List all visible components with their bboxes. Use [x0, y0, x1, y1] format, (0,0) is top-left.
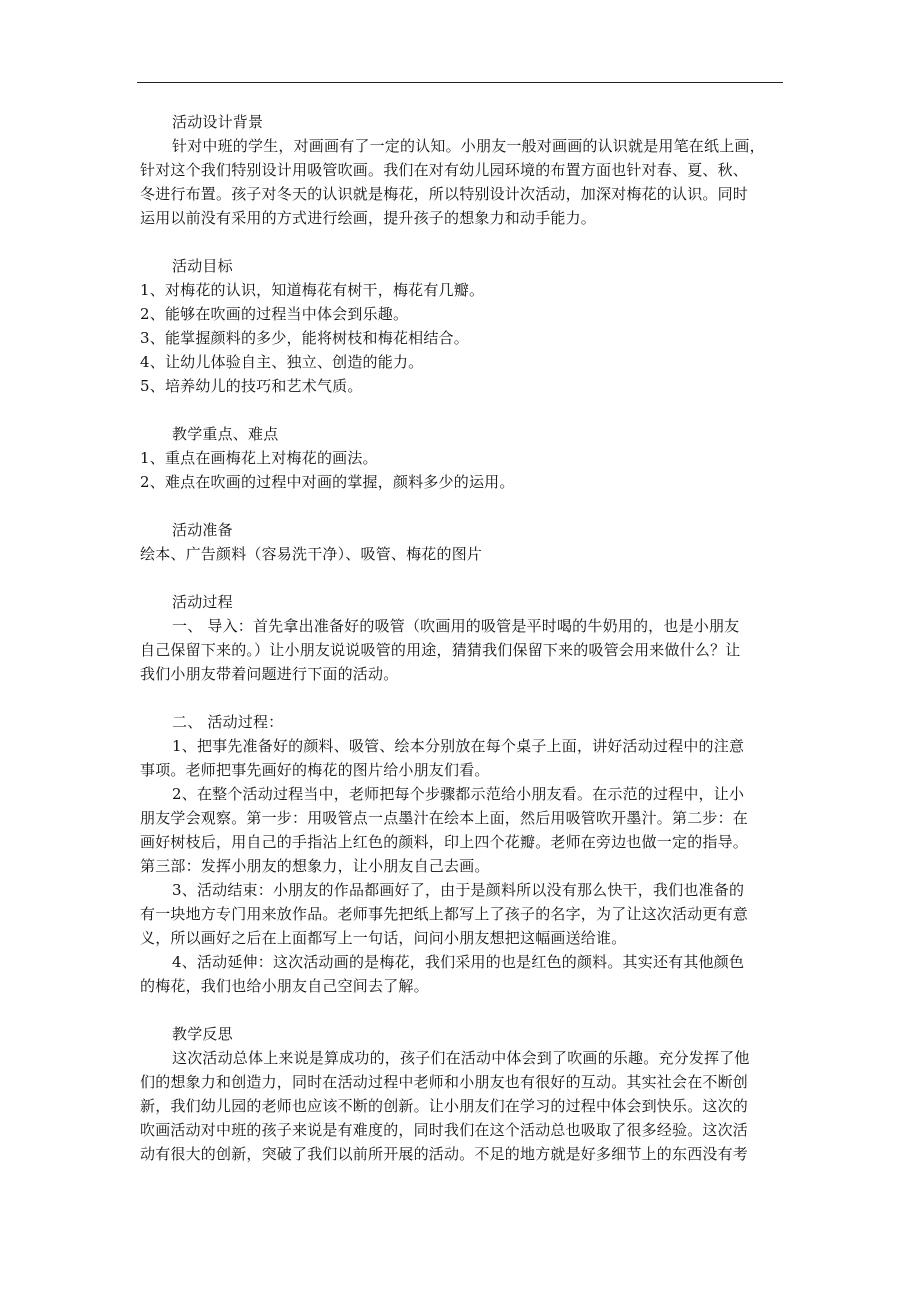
paragraph-line: 们的想象力和创造力，同时在活动过程中老师和小朋友也有很好的互动。其实社会在不断创 — [140, 1073, 749, 1091]
paragraph-line: 2、在整个活动过程当中，老师把每个步骤都示范给小朋友看。在示范的过程中，让小 — [172, 785, 745, 803]
section-heading: 教学反思 — [172, 1025, 233, 1043]
paragraph-line: 画好树枝后，用自己的手指沾上红色的颜料，印上四个花瓣。老师在旁边也做一定的指导。 — [140, 833, 749, 851]
header-rule — [137, 82, 783, 83]
section-preparation — [140, 518, 786, 566]
section-heading: 活动准备 — [172, 521, 233, 539]
list-item: 3、能掌握颜料的多少，能将树枝和梅花相结合。 — [140, 329, 469, 347]
list-item: 2、能够在吹画的过程当中体会到乐趣。 — [140, 305, 409, 323]
section-process — [140, 590, 786, 686]
paragraph-line: 这次活动总体上来说是算成功的，孩子们在活动中体会到了吹画的乐趣。充分发挥了他 — [172, 1049, 750, 1067]
list-item: 5、培养幼儿的技巧和艺术气质。 — [140, 377, 363, 395]
paragraph-line: 针对这个我们特别设计用吸管吹画。我们在对有幼儿园环境的布置方面也针对春、夏、秋、 — [140, 161, 749, 179]
list-item: 1、重点在画梅花上对梅花的画法。 — [140, 449, 378, 467]
section-heading: 活动设计背景 — [172, 113, 264, 131]
paragraph-line: 朋友学会观察。第一步：用吸管点一点墨汁在绘本上面，然后用吸管吹开墨汁。第二步：在 — [140, 809, 749, 827]
section-reflection — [140, 1022, 786, 1166]
list-item: 2、难点在吹画的过程中对画的掌握，颜料多少的运用。 — [140, 473, 515, 491]
sub-heading: 二、 活动过程： — [172, 713, 284, 731]
paragraph-line: 吹画活动对中班的孩子来说是有难度的，同时我们在这个活动总也吸取了很多经验。这次活 — [140, 1121, 749, 1139]
paragraph-line: 事项。老师把事先画好的梅花的图片给小朋友们看。 — [140, 761, 490, 779]
paragraph-line: 自己保留下来的。）让小朋友说说吸管的用途，猜猜我们保留下来的吸管会用来做什么？让 — [140, 641, 741, 659]
paragraph-line: 1、把事先准备好的颜料、吸管、绘本分别放在每个桌子上面，讲好活动过程中的注意 — [172, 737, 745, 755]
paragraph-line: 4、活动延伸：这次活动画的是梅花，我们采用的也是红色的颜料。其实还有其他颜色 — [172, 953, 745, 971]
section-heading: 活动目标 — [172, 257, 233, 275]
document-body — [140, 110, 786, 1190]
paragraph-line: 冬进行布置。孩子对冬天的认识就是梅花，所以特别设计次活动，加深对梅花的认识。同时 — [140, 185, 749, 203]
section-key-points — [140, 422, 786, 494]
paragraph-line: 的梅花，我们也给小朋友自己空间去了解。 — [140, 977, 429, 995]
list-item: 1、对梅花的认识，知道梅花有树干，梅花有几瓣。 — [140, 281, 485, 299]
paragraph-line: 有一块地方专门用来放作品。老师事先把纸上都写上了孩子的名字，为了让这次活动更有意 — [140, 905, 749, 923]
section-goals — [140, 254, 786, 398]
section-heading: 教学重点、难点 — [172, 425, 279, 443]
paragraph-line: 新，我们幼儿园的老师也应该不断的创新。让小朋友们在学习的过程中体会到快乐。这次的 — [140, 1097, 749, 1115]
list-item: 4、让幼儿体验自主、独立、创造的能力。 — [140, 353, 424, 371]
paragraph-line: 运用以前没有采用的方式进行绘画，提升孩子的想象力和动手能力。 — [140, 209, 597, 227]
paragraph-line: 第三部：发挥小朋友的想象力，让小朋友自己去画。 — [140, 857, 490, 875]
section-heading: 活动过程 — [172, 593, 233, 611]
paragraph-line: 一、 导入：首先拿出准备好的吸管（吹画用的吸管是平时喝的牛奶用的，也是小朋友 — [172, 617, 740, 635]
section-background — [140, 110, 786, 230]
paragraph-line: 针对中班的学生，对画画有了一定的认知。小朋友一般对画画的认识就是用笔在纸上画， — [172, 137, 765, 155]
section-process-steps — [140, 710, 786, 998]
paragraph-line: 3、活动结束：小朋友的作品都画好了，由于是颜料所以没有那么快干，我们也准备的 — [172, 881, 745, 899]
paragraph-line: 我们小朋友带着问题进行下面的活动。 — [140, 665, 399, 683]
paragraph-line: 绘本、广告颜料（容易洗干净）、吸管、梅花的图片 — [140, 545, 483, 563]
paragraph-line: 动有很大的创新，突破了我们以前所开展的活动。不足的地方就是好多细节上的东西没有考 — [140, 1145, 749, 1163]
paragraph-line: 义，所以画好之后在上面都写上一句话，问问小朋友想把这幅画送给谁。 — [140, 929, 627, 947]
